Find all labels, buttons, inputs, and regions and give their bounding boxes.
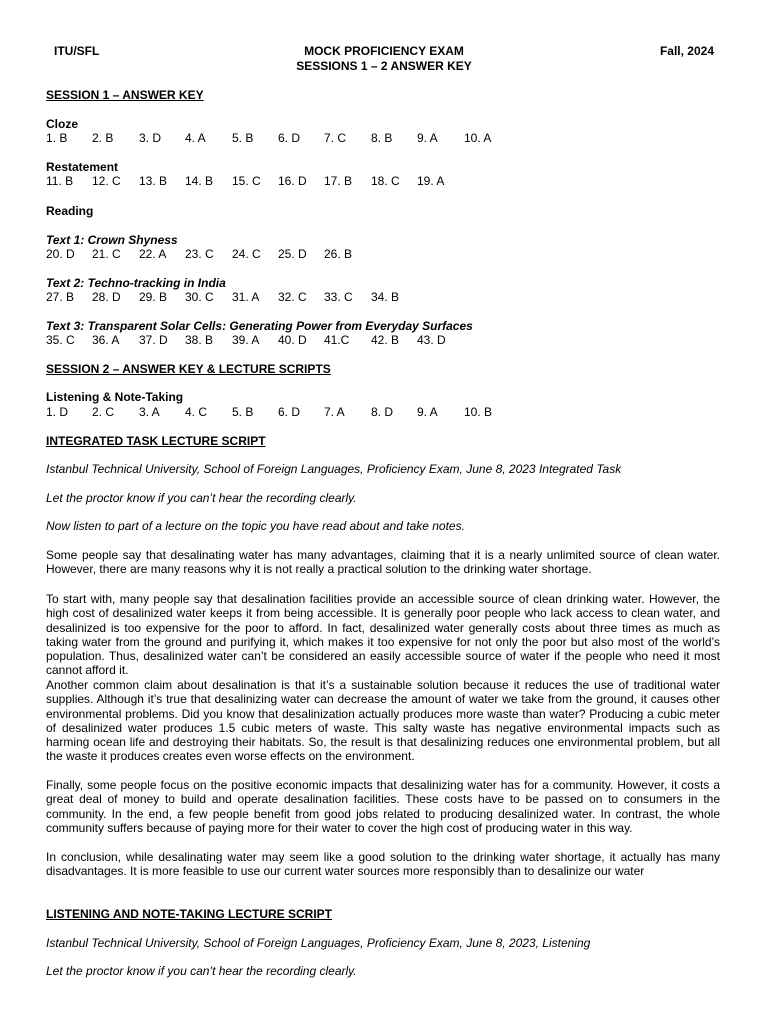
lecture-paragraph: In conclusion, while desalinating water may seem like a good solution to the drinking water shortage, it actually has many disadvantages. It is more feasible to use our current water sources more responsibly than to desalinize our water [46, 850, 720, 879]
listening-title: Listening & Note-Taking [46, 390, 184, 404]
listening-answers [46, 405, 720, 419]
answer-item: 21. C [92, 247, 121, 261]
answer-item: 33. C [324, 290, 353, 304]
answer-item: 12. C [92, 174, 121, 188]
answer-item: 14. B [185, 174, 214, 188]
answer-item: 17. B [324, 174, 353, 188]
answer-item: 2. C [92, 405, 115, 419]
answer-item: 10. A [464, 131, 492, 145]
answer-item: 25. D [278, 247, 307, 261]
answer-item: 31. A [232, 290, 260, 304]
answer-item: 8. B [371, 131, 393, 145]
session2-heading: SESSION 2 – ANSWER KEY & LECTURE SCRIPTS [46, 362, 331, 376]
text3-title: Text 3: Transparent Solar Cells: Generating Power from Everyday Surfaces [46, 319, 473, 333]
text1-answers [46, 247, 720, 261]
restatement-title: Restatement [46, 160, 119, 174]
answer-item: 18. C [371, 174, 400, 188]
answer-item: 15. C [232, 174, 261, 188]
answer-item: 9. A [417, 405, 438, 419]
answer-item: 16. D [278, 174, 307, 188]
cloze-answers [46, 131, 720, 145]
answer-item: 7. A [324, 405, 345, 419]
session1-heading: SESSION 1 – ANSWER KEY [46, 88, 204, 102]
reading-title: Reading [46, 204, 94, 218]
lecture-paragraph: Finally, some people focus on the positive economic impacts that desalinizing water has for a community. However, it costs a great deal of money to build and operate desalination facilities. These costs have to be passed on to consumers in the community. In the end, a few people benefit from good jobs related to producing desalinized water. In contrast, the whole community suffers because of paying more for their water to cover the high cost of producing water in this way. [46, 778, 720, 835]
lecture-paragraph: To start with, many people say that desalination facilities provide an accessible source of clean drinking water. However, the high cost of desalinized water keeps it from being accessible. It is generally poor people who lack access to clean water, and desalinized is too expensive for the poor to afford. In fact, desalinized water generally costs about three times as much as taking water from the ground and purifying it, which makes it too expensive for not only the poor but also most of the world’s population. Thus, desalinized water can’t be considered an easily accessible source of water if the people who need it most cannot afford it. [46, 592, 720, 678]
text2-answers [46, 290, 720, 304]
answer-item: 41.C [324, 333, 350, 347]
answer-item: 2. B [92, 131, 114, 145]
integrated-source: Istanbul Technical University, School of Foreign Languages, Proficiency Exam, June 8, 2023 Integrated Task [46, 462, 622, 476]
answer-item: 6. D [278, 405, 301, 419]
integrated-proctor-note: Let the proctor know if you can’t hear the recording clearly. [46, 491, 357, 505]
answer-item: 26. B [324, 247, 353, 261]
answer-item: 39. A [232, 333, 260, 347]
answer-item: 23. C [185, 247, 214, 261]
cloze-title: Cloze [46, 117, 79, 131]
answer-item: 22. A [139, 247, 167, 261]
text1-title: Text 1: Crown Shyness [46, 233, 178, 247]
term-label: Fall, 2024 [659, 44, 714, 58]
answer-item: 19. A [417, 174, 445, 188]
integrated-instruction: Now listen to part of a lecture on the topic you have read about and take notes. [46, 519, 465, 533]
answer-item: 29. B [139, 290, 168, 304]
listening-script-source: Istanbul Technical University, School of Foreign Languages, Proficiency Exam, June 8, 2023, Listening [46, 936, 591, 950]
answer-item: 37. D [139, 333, 168, 347]
lecture-paragraph: Some people say that desalinating water has many advantages, claiming that it is a nearly unlimited source of clean water. However, there are many reasons why it is not really a practical solution to the drinking water shortage. [46, 548, 720, 577]
answer-item: 3. A [139, 405, 160, 419]
answer-item: 35. C [46, 333, 75, 347]
exam-title: MOCK PROFICIENCY EXAM [304, 44, 464, 58]
listening-script-heading: LISTENING AND NOTE-TAKING LECTURE SCRIPT [46, 907, 332, 921]
answer-item: 11. B [46, 174, 74, 188]
answer-item: 30. C [185, 290, 214, 304]
answer-item: 34. B [371, 290, 400, 304]
answer-item: 43. D [417, 333, 446, 347]
lecture-paragraph: Another common claim about desalination is that it’s a sustainable solution because it reduces the use of traditional water supplies. Although it’s true that desalinizing water can decrease the amount of water we take from the ground, it causes other environmental problems. Did you know that desalinization actually produces more waste than water? Producing a cubic meter of desalinized water produces 1.5 cubic meters of waste. This salty waste has negative environmental impacts such as harming ocean life and destroying their habitats. So, the result is that desalinizing reduces one environmental problem, but all the waste it produces creates even worse effects on the environment. [46, 678, 720, 764]
restatement-answers [46, 174, 720, 188]
answer-item: 8. D [371, 405, 394, 419]
answer-item: 13. B [139, 174, 168, 188]
answer-item: 28. D [92, 290, 121, 304]
listening-script-proctor-note: Let the proctor know if you can’t hear the recording clearly. [46, 964, 357, 978]
answer-item: 40. D [278, 333, 307, 347]
answer-item: 24. C [232, 247, 261, 261]
answer-item: 32. C [278, 290, 307, 304]
answer-item: 1. D [46, 405, 69, 419]
answer-item: 9. A [417, 131, 438, 145]
answer-item: 38. B [185, 333, 214, 347]
answer-item: 3. D [139, 131, 162, 145]
answer-item: 4. A [185, 131, 206, 145]
text3-answers [46, 333, 720, 347]
answer-item: 42. B [371, 333, 400, 347]
institution-label: ITU/SFL [54, 44, 100, 58]
answer-item: 7. C [324, 131, 347, 145]
exam-subtitle: SESSIONS 1 – 2 ANSWER KEY [296, 59, 472, 73]
answer-item: 36. A [92, 333, 120, 347]
answer-item: 27. B [46, 290, 75, 304]
answer-item: 4. C [185, 405, 208, 419]
answer-item: 20. D [46, 247, 75, 261]
answer-item: 1. B [46, 131, 68, 145]
integrated-heading: INTEGRATED TASK LECTURE SCRIPT [46, 434, 266, 448]
answer-item: 10. B [464, 405, 493, 419]
text2-title: Text 2: Techno-tracking in India [46, 276, 226, 290]
answer-item: 6. D [278, 131, 301, 145]
answer-item: 5. B [232, 405, 254, 419]
answer-item: 5. B [232, 131, 254, 145]
